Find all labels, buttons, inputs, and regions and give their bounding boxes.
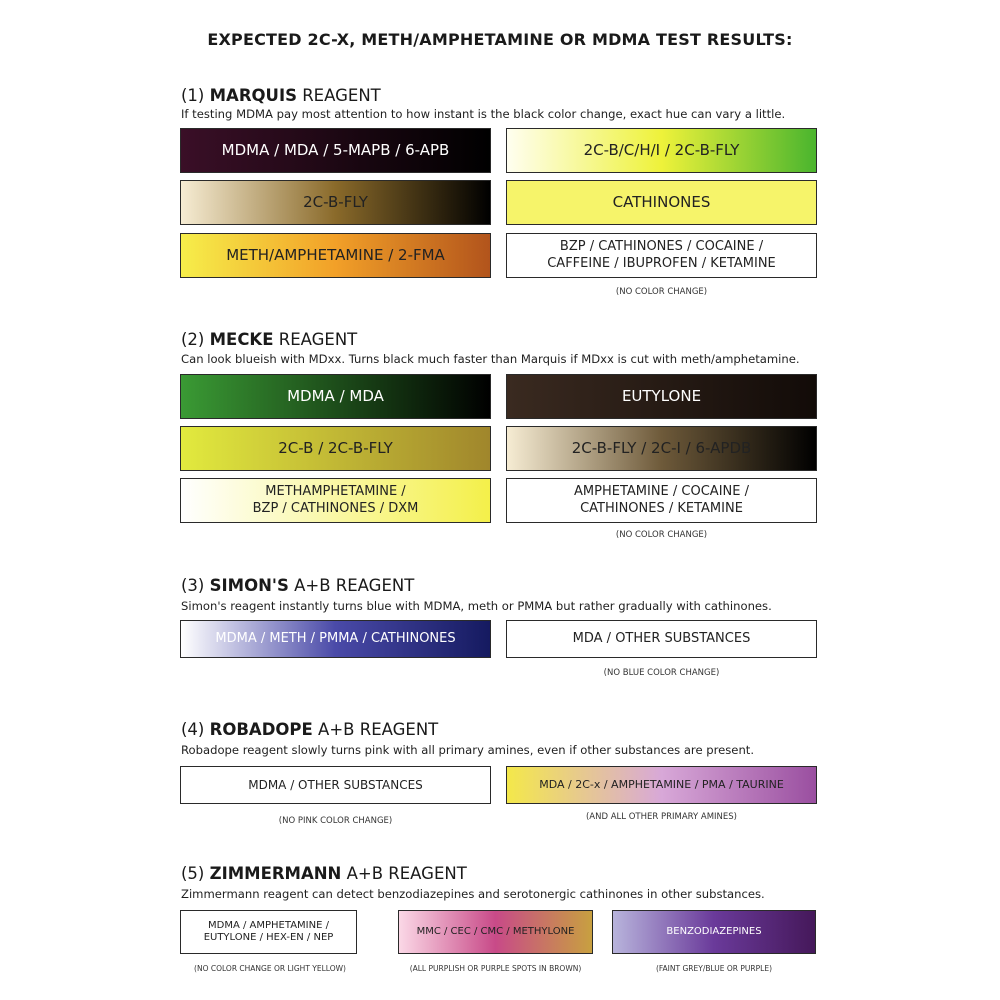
reagent-suffix: REAGENT: [302, 86, 381, 105]
result-note: (NO COLOR CHANGE): [615, 530, 708, 540]
result-bar: [180, 620, 491, 658]
reagent-name: SIMON'S: [209, 576, 289, 595]
result-label-line1: METHAMPHETAMINE /: [265, 484, 406, 500]
result-note: (NO PINK COLOR CHANGE): [278, 816, 393, 826]
section-number: (1): [181, 86, 205, 105]
result-bar: [506, 180, 817, 225]
result-label-line2: BZP / CATHINONES / DXM: [252, 500, 419, 516]
result-label: MDMA / METH / PMMA / CATHINONES: [215, 630, 456, 646]
result-bar: [612, 910, 816, 954]
result-bar: [506, 766, 817, 804]
result-label: BENZODIAZEPINES: [666, 925, 762, 937]
section-number: (5): [181, 864, 205, 883]
reagent-suffix: REAGENT: [278, 330, 358, 349]
result-label: CATHINONES: [612, 193, 711, 212]
section-description-simons: Simon's reagent instantly turns blue with MDMA, meth or PMMA but rather gradually with cathinones.: [181, 599, 772, 613]
result-bar: [180, 426, 491, 471]
result-label-line2: CATHINONES / KETAMINE: [580, 500, 743, 516]
result-label-line2: EUTYLONE / HEX-EN / NEP: [203, 932, 334, 943]
result-label-line1: BZP / CATHINONES / COCAINE /: [559, 239, 764, 255]
result-label: 2C-B/C/H/I / 2C-B-FLY: [583, 141, 740, 160]
section-description-mecke: Can look blueish with MDxx. Turns black much faster than Marquis if MDxx is cut with meth/amphetamine.: [181, 352, 800, 366]
reagent-name: MECKE: [209, 330, 274, 349]
result-label: 2C-B-FLY / 2C-I / 6-APDB: [571, 439, 752, 458]
result-label: MDMA / OTHER SUBSTANCES: [248, 777, 423, 792]
reagent-suffix: A+B REAGENT: [318, 720, 439, 739]
section-heading-marquis: [181, 86, 381, 105]
result-bar: [180, 910, 357, 954]
section-heading-mecke: [181, 330, 357, 349]
reagent-name: ZIMMERMANN: [209, 864, 342, 883]
result-bar: [506, 478, 817, 523]
result-label: MDA / OTHER SUBSTANCES: [572, 630, 751, 646]
section-number: (2): [181, 330, 205, 349]
result-bar: [506, 128, 817, 173]
result-bar: [506, 620, 817, 658]
result-label: MDA / 2C-x / AMPHETAMINE / PMA / TAURINE: [539, 778, 784, 792]
result-label: MDMA / MDA / 5-MAPB / 6-APB: [221, 141, 450, 160]
result-note: (AND ALL OTHER PRIMARY AMINES): [585, 812, 738, 822]
result-bar: [180, 233, 491, 278]
section-number: (4): [181, 720, 205, 739]
section-description-robadope: Robadope reagent slowly turns pink with all primary amines, even if other substances are present.: [181, 743, 755, 757]
reagent-suffix: A+B REAGENT: [346, 864, 467, 883]
result-note: (NO BLUE COLOR CHANGE): [603, 668, 720, 678]
result-bar: [398, 910, 593, 954]
result-label: 2C-B-FLY: [303, 193, 368, 212]
result-bar: [180, 128, 491, 173]
result-bar: [180, 766, 491, 804]
page-title: EXPECTED 2C-X, METH/AMPHETAMINE OR MDMA TEST RESULTS:: [207, 30, 793, 49]
result-note: (FAINT GREY/BLUE OR PURPLE): [656, 964, 772, 973]
result-bar: [506, 426, 817, 471]
result-label: 2C-B / 2C-B-FLY: [278, 439, 393, 458]
result-label: MMC / CEC / CMC / METHYLONE: [416, 925, 575, 937]
result-label-line1: MDMA / AMPHETAMINE /: [208, 919, 329, 931]
reagent-name: MARQUIS: [209, 86, 297, 105]
result-label: MDMA / MDA: [287, 387, 384, 406]
section-description-zimmermann: Zimmermann reagent can detect benzodiazepines and serotonergic cathinones in other substances.: [181, 887, 765, 901]
result-note: (NO COLOR CHANGE OR LIGHT YELLOW): [194, 964, 346, 973]
result-label-line1: AMPHETAMINE / COCAINE /: [574, 484, 749, 500]
result-bar: [506, 233, 817, 278]
result-label-line2: CAFFEINE / IBUPROFEN / KETAMINE: [547, 255, 776, 271]
result-note: (ALL PURPLISH OR PURPLE SPOTS IN BROWN): [409, 964, 582, 973]
result-bar: [506, 374, 817, 419]
result-label: METH/AMPHETAMINE / 2-FMA: [226, 246, 445, 265]
section-description-marquis: If testing MDMA pay most attention to how instant is the black color change, exact hue can vary a little.: [181, 107, 786, 121]
result-label: EUTYLONE: [621, 387, 702, 406]
reagent-name: ROBADOPE: [209, 720, 313, 739]
result-bar: [180, 478, 491, 523]
section-heading-zimmermann: [181, 864, 467, 883]
section-heading-robadope: [181, 720, 438, 739]
section-heading-simons: [181, 576, 414, 595]
result-bar: [180, 180, 491, 225]
result-note: (NO COLOR CHANGE): [615, 287, 708, 297]
result-bar: [180, 374, 491, 419]
reagent-suffix: A+B REAGENT: [294, 576, 415, 595]
section-number: (3): [181, 576, 205, 595]
